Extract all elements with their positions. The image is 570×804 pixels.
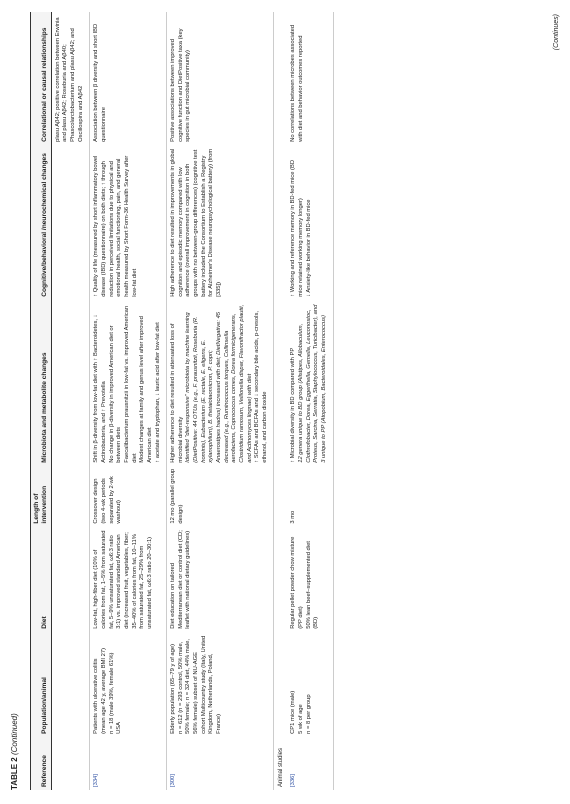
footer-continues: (Continues) (553, 14, 560, 51)
section-header-row (274, 12, 287, 790)
data-table (30, 12, 334, 790)
cell-reference[interactable]: [334] (90, 737, 167, 790)
header-microbiota: Microbiota and metabolite changes (31, 300, 52, 466)
cell-length: 12 mo (parallel group design) (167, 466, 274, 527)
cell-correlation: No correlations between microbes associated with diet and behavior outcomes reported (287, 12, 333, 145)
header-length: Length of intervention (31, 466, 52, 527)
cell-population: Patients with ulcerative colitis (mean age 42 y, average BMI 27) n = 18 (male 39%, female 61%) USA (90, 632, 167, 737)
cell-length: 3 mo (287, 466, 333, 527)
table-row (287, 12, 333, 790)
cell-microbiota: ↑ Microbial diversity in BD compared with PP 12 genera unique to BD group (Alistipes, Allobaculum, Clothrofobacter, Dorea, Eggerthella, Gemella, Leuconostoc, Proteus, Sarcina, Serratia, Staphylococcus, Turicibacter), and 3 unique to PP (Atopobium, Bacteroidales, Enterococcus) (287, 300, 333, 466)
table-title (10, 713, 19, 790)
cell-cognitive: ↑ Working and reference memory in BD-fed mice (BD mice retained working memory longer) ↓ Anxiety-like behavior in BD-fed mice (287, 145, 333, 300)
header-correlation: Correlational or causal relationships (31, 12, 52, 145)
table-label: TABLE 2 (10, 757, 19, 790)
table-row (90, 12, 167, 790)
cell-reference[interactable]: [300] (167, 737, 274, 790)
cell-cognitive: ↑ Quality of life (measured by short inflammatory bowel disease (IBD) questionnaire) on both diets; ↑ through reduction in perceived limitations due to physical and emotional health, social functioning, pain, and general health measured by Short Form-36 Health Survey after low-fat diet (90, 145, 167, 300)
header-reference: Reference (31, 737, 52, 790)
cell-diet: Diet education on tailored Mediterranean diet or control diet (CD; leaflet with national dietary guidelines) (167, 527, 274, 632)
cell-population: CP1 mice (male) 5 wk of age n = 8 per group (287, 632, 333, 737)
table-row (167, 12, 274, 790)
section-label: Animal studies (278, 747, 285, 787)
cell-microbiota: Shift in β-diversity from low-fat diet with ↑ Bacteroidetes, ↓ Actinobacteria, and ↑ Prevotella No change in β-diversity in improved American diet or between diets Faecalibacterium prausnitzii in low-fat vs. improved American diet Modest changes at family and genus level after improved American diet ↑ acetate and tryptophan, ↓ lauric acid after low-fat diet (90, 300, 167, 466)
header-cognitive: Cognitive/behavioral /neurochemical changes (31, 145, 52, 300)
cell-length: Crossover design (two 4-wk periods separated by 2-wk washout) (90, 466, 167, 527)
table-row-continued (51, 12, 90, 790)
cell-microbiota: Higher adherence to diet resulted in attenuated loss of microbial diversity Identified "diet-responsive" microbiota by machine learning (DietPositive: 44 OTUs (e.g., F. prausnitzii, Roseburia (R. hominis), Eubacterium (E. rectale, E. eligens, E. xylanophilum), B. thetaiotaomicron, P. copri; Anaerostipes hadrus) increased with diet; DietNegative: 45 decreased (e.g., Ruminococcus torques, Collinsella aerofaciens, Coprococcus comes, Dorea formicigenerans, Clostridium ramosum, Veillonella dispar, Flavonifractor plautii, and Actinomyces lingnae) with diet ↑ SCFAs and BCFAs and ↓ secondary bile acids, p-cresols, ethanol, and carbon dioxide (167, 300, 274, 466)
cell-correlation: Positive associations between improved cognitive function and DietPositive taxa (key species in gut microbial community) (167, 12, 274, 145)
cell-correlation: plasu Aβ42; positive correlation between Erwinia and plasu Aβ42; Roseburia and Aβ40; Phascolarctobacterium and plasu Aβ42; and Oscillospira and Aβ42 (51, 12, 90, 145)
cell-population: Elderly population (65–79 y of age) n = 612 (n = 293 control, 50% male, 50% female; n = 324 diet, 44% male, 56% female) subset of NU-AGE cohort Multicountry study (Italy, United Kingdom, Netherlands, Poland, France) (167, 632, 274, 737)
table-continued: (Continued) (10, 713, 19, 756)
cell-diet: Regular pellet powder chow mixture (PP diet) 50% lean beef–supplemented diet (BD) (287, 527, 333, 632)
header-population: Population/animal (31, 632, 52, 737)
cell-cognitive: High adherence to diet resulted in improvements in global cognition and episodic memory compared with low adherence (overall improvement in cognition in both groups with no between-group differences) (cognitive test battery included the Consortium to Establish a Registry for Alzheimer's Disease neuropsychological battery) (from [335]) (167, 145, 274, 300)
header-diet: Diet (31, 527, 52, 632)
cell-diet: Low-fat, high-fiber diet (10% of calories from fat, 1–5% from saturated fat, 5–9% unsaturated fat, ω6:3 ratio 3:1) vs. improved standard American diet (increased fruit, vegetables, fiber; 35–40% of calories from fat, 10–11% from saturated fat, 25–29% from unsaturated fat, ω6:3 ratio 20–30:1) (90, 527, 167, 632)
header-row (31, 12, 52, 790)
cell-correlation: Association between β diversity and short IBD questionnaire (90, 12, 167, 145)
cell-reference[interactable]: [336] (287, 737, 333, 790)
